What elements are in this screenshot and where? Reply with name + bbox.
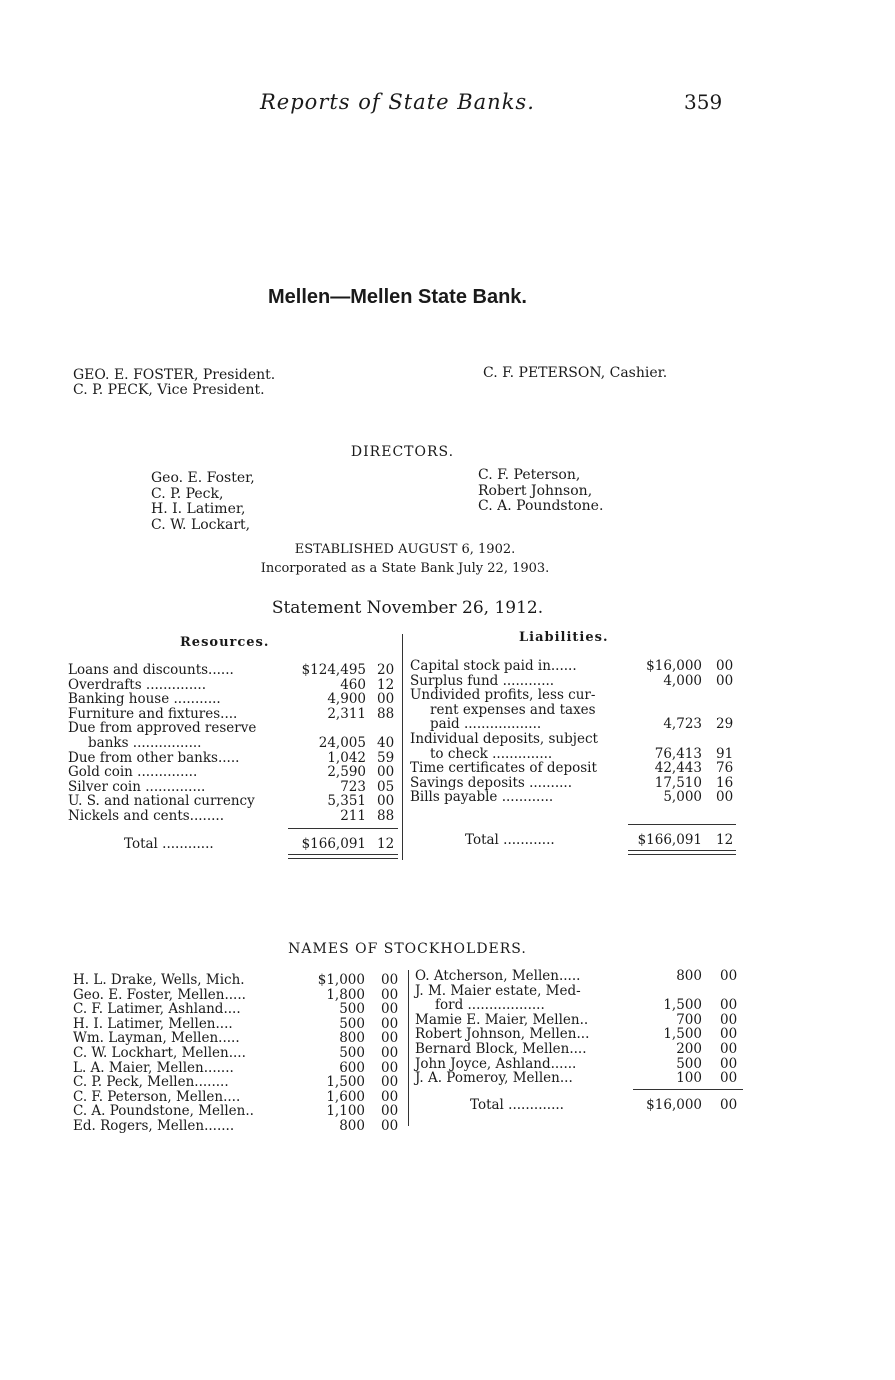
director-name: H. I. Latimer, xyxy=(151,501,246,517)
statement-title: Statement November 26, 1912. xyxy=(271,598,544,618)
total-rule xyxy=(628,824,736,825)
table-row: Savings deposits .......... 17,510 16 xyxy=(410,774,734,791)
table-row: Time certificates of deposit 42,443 76 xyxy=(410,760,734,777)
officer-cashier: C. F. PETERSON, Cashier. xyxy=(483,365,668,381)
director-name: Robert Johnson, xyxy=(478,482,593,499)
resources-heading: Resources. xyxy=(180,635,270,650)
list-item: Mamie E. Maier, Mellen.. 700 00 xyxy=(415,1011,738,1028)
stockholders-divider xyxy=(408,970,409,1126)
list-item: C. F. Latimer, Ashland.... 500 00 xyxy=(73,1001,399,1018)
table-row: Surplus fund ............ 4,000 00 xyxy=(410,672,734,689)
stockholders-heading: NAMES OF STOCKHOLDERS. xyxy=(288,941,527,957)
table-row: Furniture and fixtures.... 2,311 88 xyxy=(68,705,395,722)
directors-right-list xyxy=(478,468,603,515)
liabilities-total-row: Total ............ $166,091 12 xyxy=(465,832,734,848)
stockholders-total-row: Total ............. $16,000 00 xyxy=(470,1097,738,1113)
table-row: Silver coin .............. 723 05 xyxy=(68,778,395,795)
resources-total-row: Total ............ $166,091 12 xyxy=(124,836,395,852)
column-divider xyxy=(402,634,403,860)
established-line: ESTABLISHED AUGUST 6, 1902. xyxy=(294,542,516,557)
director-name: C. A. Poundstone. xyxy=(478,498,604,514)
table-row: Banking house ........... 4,900 00 xyxy=(68,691,395,708)
directors-heading: DIRECTORS. xyxy=(350,444,455,460)
table-row: Bills payable ............ 5,000 00 xyxy=(410,789,734,806)
total-rule xyxy=(633,1089,743,1090)
list-item: C. W. Lockhart, Mellen.... 500 00 xyxy=(73,1045,399,1061)
table-row: Capital stock paid in...... $16,000 00 xyxy=(410,658,734,674)
total-double-rule xyxy=(288,854,398,859)
officer-vice-president: C. P. PECK, Vice President. xyxy=(73,382,265,398)
table-row: Due from approved reserve xyxy=(68,720,257,737)
officer-president: GEO. E. FOSTER, President. xyxy=(73,367,276,383)
director-name: C. W. Lockart, xyxy=(151,516,251,533)
list-item: Robert Johnson, Mellen... 1,500 00 xyxy=(415,1026,738,1043)
director-name: C. F. Peterson, xyxy=(478,467,581,483)
total-rule xyxy=(288,828,398,829)
table-row: rent expenses and taxes xyxy=(430,701,596,718)
table-row: Gold coin .............. 2,590 00 xyxy=(68,764,395,781)
list-item: ford .................. 1,500 00 xyxy=(435,997,738,1014)
list-item: C. F. Peterson, Mellen.... 1,600 00 xyxy=(73,1088,399,1105)
list-item: C. P. Peck, Mellen........ 1,500 00 xyxy=(73,1074,399,1091)
table-row: Loans and discounts...... $124,495 20 xyxy=(68,662,395,678)
table-row: U. S. and national currency 5,351 00 xyxy=(68,793,395,810)
page-number: 359 xyxy=(684,90,723,114)
directors-left-list xyxy=(151,471,255,533)
running-header-title: Reports of State Banks. xyxy=(260,90,535,114)
list-item: J. M. Maier estate, Med- xyxy=(415,982,581,999)
list-item: Ed. Rogers, Mellen....... 800 00 xyxy=(73,1118,399,1134)
incorporated-line: Incorporated as a State Bank July 22, 1903. xyxy=(260,561,550,576)
list-item: O. Atcherson, Mellen..... 800 00 xyxy=(415,968,738,984)
list-item: John Joyce, Ashland...... 500 00 xyxy=(415,1055,738,1072)
total-double-rule xyxy=(628,850,736,855)
table-row: Individual deposits, subject xyxy=(410,731,598,747)
table-row: Nickels and cents........ 211 88 xyxy=(68,808,395,824)
table-row: Overdrafts .............. 460 12 xyxy=(68,676,395,693)
list-item: H. L. Drake, Wells, Mich. $1,000 00 xyxy=(73,972,399,988)
table-row: banks ................ 24,005 40 xyxy=(88,735,395,751)
table-row: paid .................. 4,723 29 xyxy=(430,716,734,733)
bank-title: Mellen—Mellen State Bank. xyxy=(268,286,527,308)
table-row: Due from other banks..... 1,042 59 xyxy=(68,749,395,766)
table-row: Undivided profits, less cur- xyxy=(410,687,596,704)
list-item: Bernard Block, Mellen.... 200 00 xyxy=(415,1041,738,1057)
director-name: Geo. E. Foster, xyxy=(151,470,255,486)
list-item: C. A. Poundstone, Mellen.. 1,100 00 xyxy=(73,1103,399,1120)
table-row: to check .............. 76,413 91 xyxy=(430,745,734,762)
list-item: J. A. Pomeroy, Mellen... 100 00 xyxy=(415,1070,738,1087)
list-item: L. A. Maier, Mellen....... 600 00 xyxy=(73,1059,399,1076)
list-item: H. I. Latimer, Mellen.... 500 00 xyxy=(73,1015,399,1032)
list-item: Wm. Layman, Mellen..... 800 00 xyxy=(73,1030,399,1047)
director-name: C. P. Peck, xyxy=(151,485,224,502)
liabilities-heading: Liabilities. xyxy=(519,630,609,645)
list-item: Geo. E. Foster, Mellen..... 1,800 00 xyxy=(73,986,399,1003)
